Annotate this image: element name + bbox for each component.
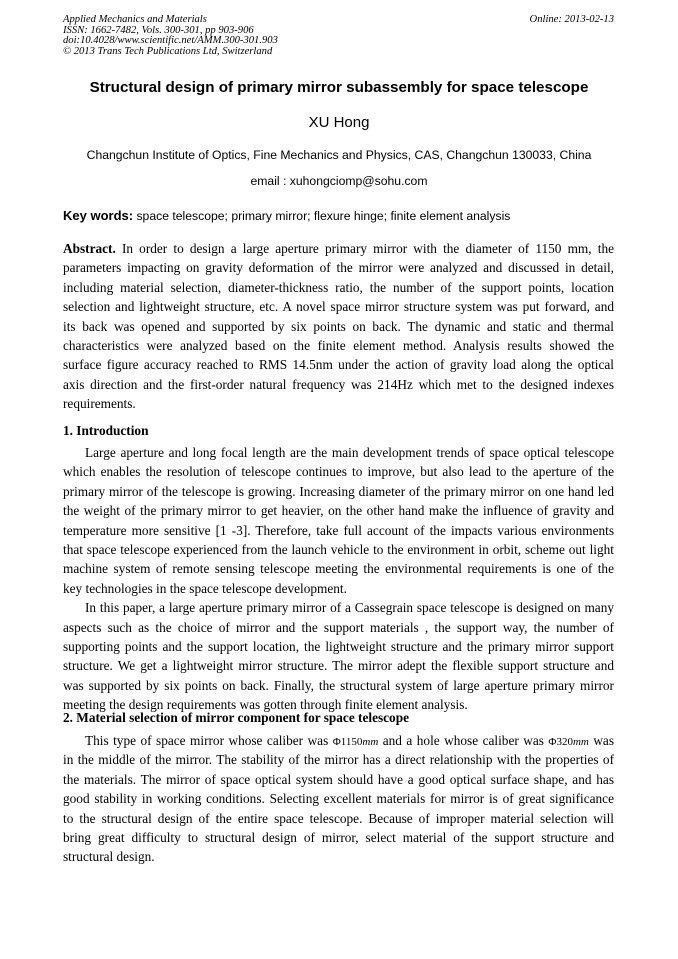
introduction-body [63, 443, 614, 714]
journal-name: Applied Mechanics and Materials [63, 14, 207, 25]
text-fragment: and a hole whose caliber was [378, 733, 549, 748]
abstract-line: including material selection, diameter-thickness ratio, the number of the support points, location [63, 279, 614, 295]
abstract-line-text: In order to design a large aperture primary mirror with the diameter of 1150 mm, the [115, 241, 614, 256]
abstract-line [63, 239, 614, 258]
keywords-text: space telescope; primary mirror; flexure hinge; finite element analysis [133, 209, 511, 223]
body-line: which enables the resolution of telescope continues to improve, but also lead to the aperture of the [63, 464, 614, 480]
abstract-line: selection and lightweight structure, etc. A novel space mirror structure system was put forward, and [63, 299, 614, 315]
abstract [63, 239, 614, 414]
body-line: was supported by six points on back. Finally, the structural system of large aperture primary mirror [63, 677, 614, 693]
abstract-line: characteristics were analyzed based on the finite element method. Analysis results showed the [63, 337, 614, 353]
abstract-line: requirements. [63, 396, 136, 412]
body-line: the weight of the primary mirror to get heavier, on the other hand make the influence of gravity and [63, 503, 614, 519]
issn-line: ISSN: 1662-7482, Vols. 300-301, pp 903-906 [63, 24, 254, 36]
abstract-line: surface figure accuracy reached to RMS 14.5nm under the action of gravity load along the optical [63, 357, 614, 373]
body-line: in the middle of the mirror. The stability of the mirror has a direct relationship with the properties of [63, 752, 614, 768]
journal-header [63, 15, 278, 57]
author-name: XU Hong [308, 114, 370, 131]
section-heading-introduction: 1. Introduction [63, 423, 149, 438]
abstract-line: parameters impacting on gravity deformation of the mirror were analyzed and discussed in detail, [63, 260, 614, 276]
abstract-label: Abstract. [63, 241, 116, 256]
body-line: supporting points and the support location, the lightweight structure and the primary mirror support [63, 638, 614, 654]
body-line: In this paper, a large aperture primary mirror of a Cassegrain space telescope is designed on many [85, 600, 614, 616]
body-line: machine system of remote sensing telescope meeting the environmental requirements is one of the [63, 561, 614, 577]
affiliation: Changchun Institute of Optics, Fine Mechanics and Physics, CAS, Changchun 130033, China [86, 148, 592, 162]
abstract-line: its back was opened and supported by six points on back. The dynamic and static and thermal [63, 318, 614, 334]
body-line: meeting the design requirements was gotten through finite element analysis. [63, 697, 468, 713]
body-line: that space telescope experienced from the launch vehicle to the environment in orbit, scheme out light [63, 541, 614, 557]
section-heading-material-selection: 2. Material selection of mirror component for space telescope [63, 710, 409, 725]
text-fragment: was [588, 733, 614, 748]
body-line: good stability in working conditions. Selecting excellent materials for mirror is of great significance [63, 791, 614, 807]
body-line [63, 731, 614, 750]
unit: mm [572, 736, 589, 748]
body-line: to the structural design of the entire space telescope. Because of improper material selection will [63, 810, 614, 826]
doi-line: doi:10.4028/www.scientific.net/AMM.300-301.903 [63, 35, 278, 47]
body-line: aspects such as the choice of mirror and the support materials , the support way, the number of [63, 619, 614, 635]
body-line: the materials. The mirror of space optical system should have a good optical surface shape, and has [63, 771, 614, 787]
online-date: Online: 2013-02-13 [529, 14, 614, 25]
copyright-line: © 2013 Trans Tech Publications Ltd, Switzerland [63, 45, 273, 57]
hole-diameter-value: Φ320 [548, 736, 573, 748]
body-line: bring great difficulty to structural design of mirror, select material of the support structure and [63, 829, 614, 845]
paper-title: Structural design of primary mirror subassembly for space telescope [89, 79, 589, 96]
body-line: structural design. [63, 849, 155, 865]
body-line: primary mirror of the telescope is growing. Increasing diameter of the primary mirror on one hand led [63, 483, 614, 499]
material-selection-body [63, 731, 614, 867]
text-fragment: This type of space mirror whose caliber was [85, 733, 333, 748]
body-line: key technologies in the space telescope development. [63, 580, 347, 596]
abstract-line: axis direction and the first-order natural frequency was 214Hz which met to the designed indexes [63, 376, 614, 392]
keywords-label: Key words: [63, 208, 134, 223]
author-email: email : xuhongciomp@sohu.com [250, 174, 428, 188]
diameter-value: Φ1150 [332, 736, 363, 748]
unit: mm [362, 736, 379, 748]
body-line: structure. We get a lightweight mirror structure. The mirror adept the flexible support structure and [63, 658, 614, 674]
body-line: Large aperture and long focal length are the main development trends of space optical telescope [85, 445, 614, 460]
keywords [63, 208, 510, 223]
body-line: temperature more sensitive [1 -3]. Therefore, take full account of the impacts various environments [63, 522, 614, 538]
